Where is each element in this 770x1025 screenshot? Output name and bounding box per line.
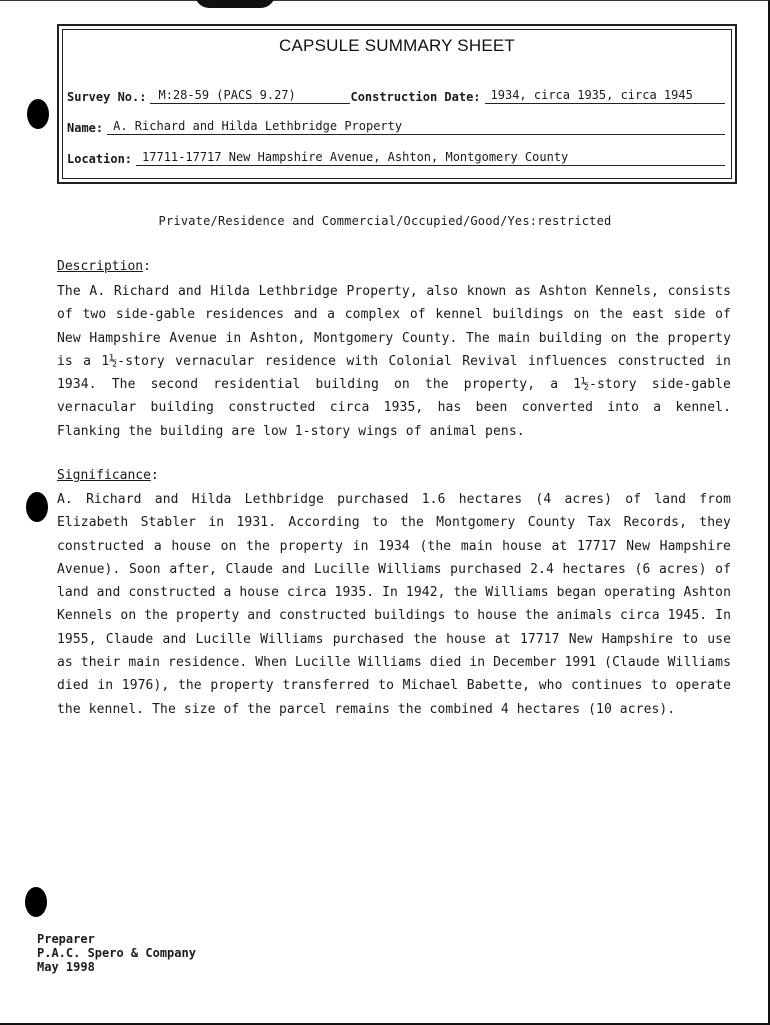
description-heading (57, 259, 151, 274)
scan-mark (195, 0, 275, 8)
capsule-title: CAPSULE SUMMARY SHEET (279, 36, 515, 55)
location-row (67, 150, 725, 166)
significance-heading-colon: : (150, 468, 159, 483)
preparer-block (37, 932, 196, 974)
name-value: A. Richard and Hilda Lethbridge Property (107, 120, 725, 135)
name-label: Name: (67, 121, 104, 135)
significance-heading-text: Significance (57, 468, 151, 483)
punch-hole-top (27, 99, 49, 129)
survey-number-value: M:28-59 (PACS 9.27) (150, 89, 350, 104)
description-heading-colon: : (143, 259, 151, 274)
status-line: Private/Residence and Commercial/Occupied/Good/Yes:restricted (158, 214, 612, 228)
description-paragraph: The A. Richard and Hilda Lethbridge Property, also known as Ashton Kennels, consists of two side-gable residences and a complex of kennel buildings on the east side of New Hampshire Avenue in Ashton, Montgomery County. The main building on the property is a 1½-story vernacular residence with Colonial Revival influences constructed in 1934. The second residential building on the property, a 1½-story side-gable vernacular building constructed circa 1935, has been converted into a kennel. Flanking the building are low 1-story wings of animal pens. (57, 284, 731, 439)
significance-heading (57, 468, 159, 483)
significance-paragraph: A. Richard and Hilda Lethbridge purchased 1.6 hectares (4 acres) of land from Elizabeth Stabler in 1931. According to the Montgomery County Tax Records, they constructed a house on the property in 1934 (the main house at 17717 New Hampshire Avenue). Soon after, Claude and Lucille Williams purchased 2.4 hectares (6 acres) of land and constructed a house circa 1935. In 1942, the Williams began operating Ashton Kennels on the property and constructed buildings to house the animals circa 1945. In 1955, Claude and Lucille Williams purchased the house at 17717 New Hampshire to use as their main residence. When Lucille Williams died in December 1991 (Claude Williams died in 1976), the property transferred to Michael Babette, who continues to operate the kennel. The size of the parcel remains the combined 4 hectares (10 acres). (57, 492, 731, 717)
location-value: 17711-17717 New Hampshire Avenue, Ashton, Montgomery County (136, 151, 725, 166)
location-label: Location: (67, 152, 133, 166)
preparer-company: P.A.C. Spero & Company (37, 946, 196, 960)
capsule-summary-box (57, 24, 737, 184)
punch-hole-bottom (25, 887, 47, 917)
preparer-label: Preparer (37, 932, 95, 946)
survey-construction-row (67, 88, 725, 104)
description-heading-text: Description (57, 259, 144, 274)
preparer-date: May 1998 (37, 960, 95, 974)
construction-date-value: 1934, circa 1935, circa 1945 (485, 89, 725, 104)
name-row (67, 119, 725, 135)
construction-date-label: Construction Date: (350, 90, 481, 104)
punch-hole-middle (26, 492, 48, 522)
survey-number-label: Survey No.: (67, 90, 147, 104)
